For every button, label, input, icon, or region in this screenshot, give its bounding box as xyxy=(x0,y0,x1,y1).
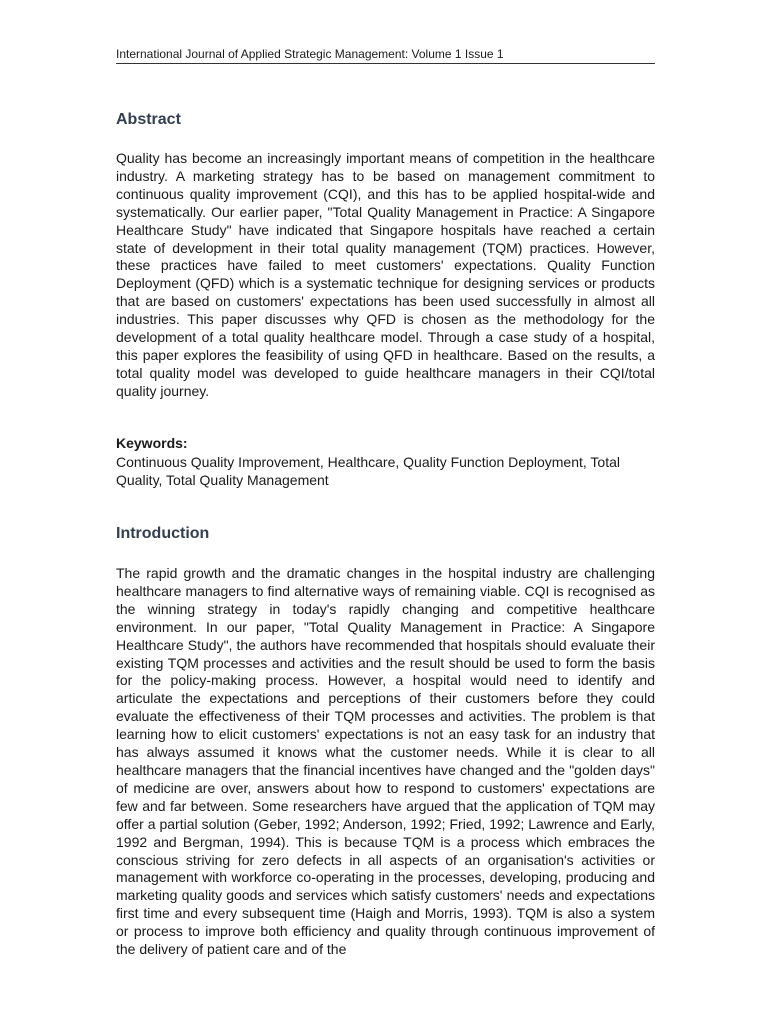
introduction-heading: Introduction xyxy=(116,525,210,542)
abstract-heading: Abstract xyxy=(116,111,181,128)
running-header: International Journal of Applied Strategic Management: Volume 1 Issue 1 xyxy=(116,47,655,64)
introduction-paragraph: The rapid growth and the dramatic changes in the hospital industry are challenging healthcare managers to find alternative ways of remaining viable. CQI is recognised as the winning strategy in today's rapidly changing and competitive healthcare environment. In our paper, "Total Quality Management in Practice: A Singapore Healthcare Study", the authors have recommended that hospitals should evaluate their existing TQM processes and activities and the result should be used to form the basis for the policy-making process. However, a hospital would need to identify and articulate the expectations and perceptions of their customers before they could evaluate the effectiveness of their TQM processes and activities. The problem is that learning how to elicit customers' expectations is not an easy task for an industry that has always assumed it knows what the customer needs. While it is clear to all healthcare managers that the financial incentives have changed and the "golden days" of medicine are over, answers about how to respond to customers' expectations are few and far between. Some researchers have argued that the application of TQM may offer a partial solution (Geber, 1992; Anderson, 1992; Fried, 1992; Lawrence and Early, 1992 and Bergman, 1994). This is because TQM is a process which embraces the conscious striving for zero defects in all aspects of an organisation's activities or management with workforce co-operating in the processes, developing, producing and marketing quality goods and services which satisfy customers' needs and expectations first time and every subsequent time (Haigh and Morris, 1993). TQM is also a system or process to improve both efficiency and quality through continuous improvement of the delivery of patient care and of the xyxy=(116,565,655,958)
keywords-label: Keywords: xyxy=(116,435,188,451)
keywords-text: Continuous Quality Improvement, Healthcare, Quality Function Deployment, Total Quality, Total Quality Management xyxy=(116,454,620,488)
abstract-paragraph: Quality has become an increasingly important means of competition in the healthcare industry. A marketing strategy has to be based on management commitment to continuous quality improvement (CQI), and this has to be applied hospital-wide and systematically. Our earlier paper, "Total Quality Management in Practice: A Singapore Healthcare Study" have indicated that Singapore hospitals have reached a certain state of development in their total quality management (TQM) practices. However, these practices have failed to meet customers' expectations. Quality Function Deployment (QFD) which is a systematic technique for designing services or products that are based on customers' expectations has been used successfully in almost all industries. This paper discusses why QFD is chosen as the methodology for the development of a total quality healthcare model. Through a case study of a hospital, this paper explores the feasibility of using QFD in healthcare. Based on the results, a total quality model was developed to guide healthcare managers in their CQI/total quality journey. xyxy=(116,150,655,399)
